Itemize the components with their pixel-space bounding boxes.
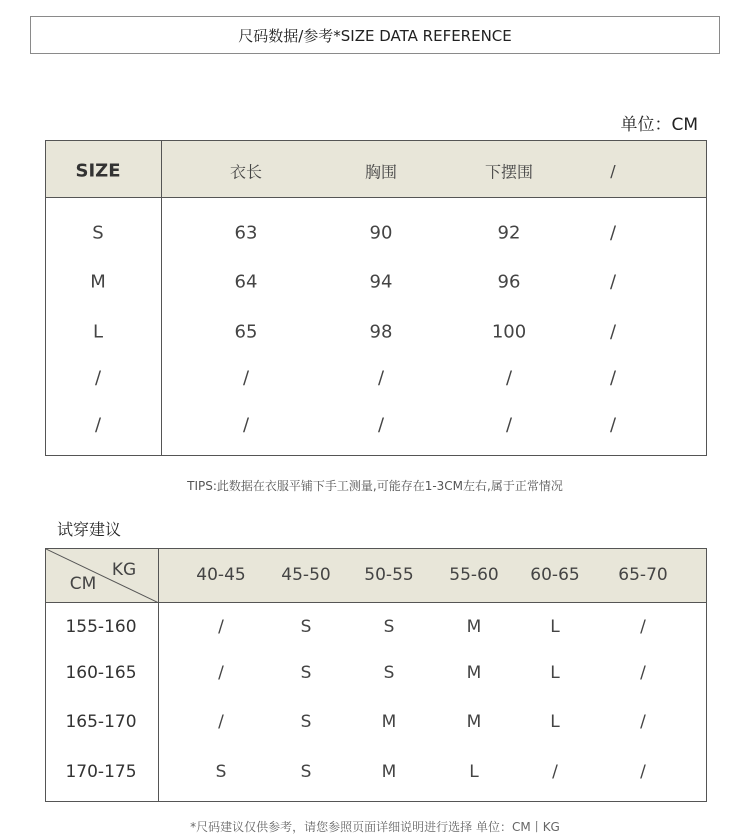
recommended-size-cell: S	[383, 663, 395, 683]
recommended-size-cell: M	[381, 762, 397, 782]
size-table-cell: 63	[234, 222, 258, 244]
size-table-cell: /	[609, 222, 617, 244]
recommended-size-cell: /	[640, 712, 646, 732]
height-range-cell: 170-175	[65, 762, 137, 782]
tips-text: TIPS:此数据在衣服平铺下手工测量,可能存在1-3CM左右,属于正常情况	[187, 479, 563, 493]
weight-header-cell: 40-45	[196, 565, 246, 585]
size-table-cell: 90	[369, 222, 393, 244]
size-table-cell: 65	[234, 321, 258, 343]
size-table-cell: 98	[369, 321, 393, 343]
size-table-cell: 100	[491, 321, 527, 343]
size-table-cell: /	[609, 367, 617, 389]
size-table-cell: /	[94, 414, 102, 436]
size-table-cell: 64	[234, 271, 258, 293]
recommended-size-cell: L	[550, 712, 560, 732]
recommended-size-cell: M	[466, 663, 482, 683]
recommended-size-cell: /	[218, 617, 224, 637]
weight-header-cell: 60-65	[530, 565, 580, 585]
recommended-size-cell: /	[552, 762, 558, 782]
recommendation-table	[45, 548, 707, 802]
recommended-size-cell: S	[383, 617, 395, 637]
size-table-cell: 92	[497, 222, 521, 244]
recommended-size-cell: L	[550, 617, 560, 637]
recommended-size-cell: /	[218, 712, 224, 732]
size-table-header-cell: 衣长	[229, 162, 263, 182]
recommended-size-cell: S	[300, 762, 312, 782]
size-table	[45, 140, 707, 456]
size-table-header-cell: 下摆围	[484, 162, 534, 182]
size-table-header-cell: /	[610, 161, 616, 181]
height-range-cell: 155-160	[65, 617, 137, 637]
recommended-size-cell: /	[640, 762, 646, 782]
recommended-size-cell: M	[466, 712, 482, 732]
size-table-cell: /	[94, 367, 102, 389]
size-table-cell: /	[242, 414, 250, 436]
size-table-cell: /	[609, 414, 617, 436]
size-table-cell: /	[505, 367, 513, 389]
unit-label: 单位：CM	[620, 115, 698, 135]
corner-cm-label: CM	[69, 574, 97, 594]
size-table-divider	[161, 141, 162, 455]
recommended-size-cell: M	[466, 617, 482, 637]
recommended-size-cell: S	[300, 617, 312, 637]
corner-kg-label: KG	[111, 560, 137, 580]
size-table-cell: /	[505, 414, 513, 436]
size-table-header-cell: 胸围	[364, 162, 398, 182]
page-title: 尺码数据/参考*SIZE DATA REFERENCE	[238, 26, 512, 45]
size-table-cell: M	[90, 271, 106, 293]
weight-header-cell: 55-60	[449, 565, 499, 585]
page-title-box	[30, 16, 720, 54]
recommended-size-cell: S	[215, 762, 227, 782]
recommendation-title: 试穿建议	[57, 520, 122, 539]
size-table-cell: /	[609, 321, 617, 343]
weight-header-cell: 50-55	[364, 565, 414, 585]
size-table-cell: S	[92, 222, 104, 244]
size-table-cell: 94	[369, 271, 393, 293]
recommended-size-cell: L	[550, 663, 560, 683]
footnote: *尺码建议仅供参考，请您参照页面详细说明进行选择 单位：CM丨KG	[190, 820, 560, 834]
corner-diagonal-line	[46, 549, 159, 603]
size-table-cell: /	[609, 271, 617, 293]
weight-header-cell: 65-70	[618, 565, 668, 585]
recommended-size-cell: /	[218, 663, 224, 683]
recommended-size-cell: L	[469, 762, 479, 782]
recommended-size-cell: S	[300, 663, 312, 683]
weight-header-cell: 45-50	[281, 565, 331, 585]
height-range-cell: 165-170	[65, 712, 137, 732]
size-table-cell: /	[377, 367, 385, 389]
size-table-cell: /	[242, 367, 250, 389]
recommended-size-cell: M	[381, 712, 397, 732]
size-table-cell: /	[377, 414, 385, 436]
recommended-size-cell: /	[640, 663, 646, 683]
height-range-cell: 160-165	[65, 663, 137, 683]
recommended-size-cell: /	[640, 617, 646, 637]
size-table-header-cell: SIZE	[75, 160, 121, 182]
size-table-cell: L	[92, 321, 104, 343]
recommended-size-cell: S	[300, 712, 312, 732]
size-table-cell: 96	[497, 271, 521, 293]
